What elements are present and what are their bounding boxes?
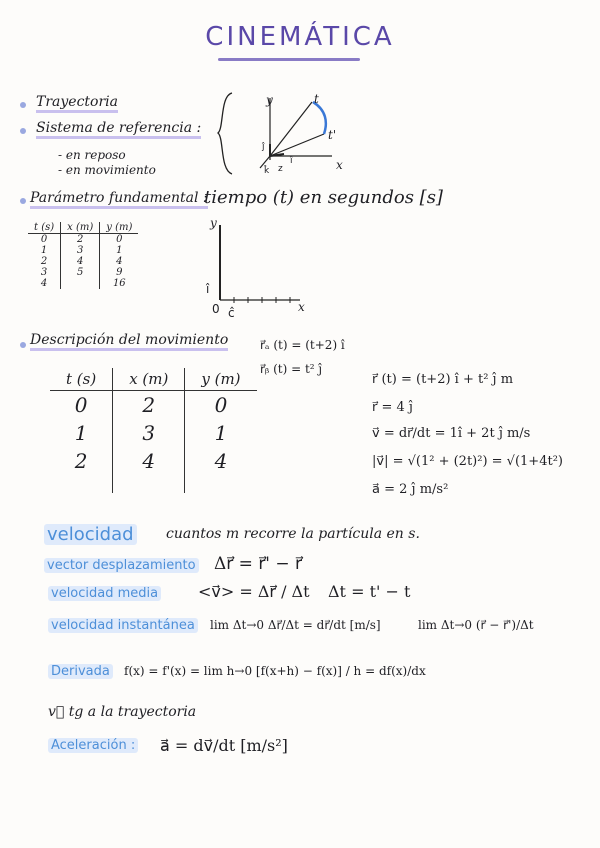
reposo-text: - en reposo [58, 148, 126, 162]
formula-r0: r⃗ = 4 ĵ [372, 400, 413, 415]
descripcion-label: Descripción del movimiento [30, 332, 228, 351]
cell-x: 3 [113, 419, 185, 447]
graph-origin: 0 [212, 302, 220, 316]
cell-t: 2 [50, 447, 113, 493]
row-label-desplazamiento: vector desplazamiento [44, 558, 199, 573]
tangente-text: v⃗ tg a la trayectoria [48, 704, 197, 720]
k-hat-label: k̂ [264, 166, 270, 176]
small-table [28, 222, 138, 289]
header-t: t (s) [50, 368, 113, 391]
header-y: y (m) [100, 222, 139, 234]
vector-ra: r⃗ₐ (t) = (t+2) î [260, 338, 345, 352]
cell-y: 0 [116, 234, 123, 245]
header-t: t (s) [28, 222, 61, 234]
formula-instantanea: lim Δt→0 Δr⃗/Δt = dr⃗/dt [m/s] [210, 618, 381, 632]
formula-a: a⃗ = 2 ĵ m/s² [372, 482, 449, 497]
graph-y-label: y [210, 216, 217, 230]
formula-vmod: |v⃗| = √(1² + (2t)²) = √(1+4t²) [372, 454, 563, 469]
graph-c-hat: ĉ [228, 306, 235, 320]
bullet-sistema: Sistema de referencia : [36, 120, 201, 139]
velocidad-label: velocidad [44, 524, 137, 545]
row-label-aceleracion: Aceleración : [48, 738, 138, 753]
cell-x: 4 [61, 256, 100, 267]
formula-delta-t: Δt = t' − t [328, 582, 411, 601]
cell-y: 1 [214, 421, 228, 445]
z-label: z [278, 164, 283, 174]
i-hat-label: î [290, 156, 293, 166]
bullet-dot [20, 102, 26, 108]
header-x: x (m) [113, 368, 185, 391]
formula-derivada: f(x) = f'(x) = lim h→0 [f(x+h) − f(x)] / h = df(x)/dx [124, 664, 426, 678]
t-label: t [314, 92, 319, 106]
formula-desplazamiento: Δr⃗ = r⃗' − r⃗ [214, 554, 303, 574]
cell-x: 4 [113, 447, 185, 493]
j-hat-label: ĵ [262, 142, 265, 152]
cell-y: 4 [116, 256, 123, 267]
graph-i-hat: î [206, 282, 210, 296]
cell-x: 2 [113, 391, 185, 420]
cell-t: 4 [28, 278, 61, 289]
cell-t: 2 [28, 256, 61, 267]
cell-t: 1 [50, 419, 113, 447]
cell-y: 1 [116, 245, 123, 256]
row-label-derivada: Derivada [48, 664, 113, 679]
graph-x-label: x [298, 300, 305, 314]
movimiento-text: - en movimiento [58, 163, 156, 177]
axis-x-label: x [336, 158, 343, 172]
parametro-value: tiempo (t) en segundos [s] [204, 187, 443, 208]
cell-x: 3 [61, 245, 100, 256]
bullet-dot [20, 342, 26, 348]
title-underline [218, 58, 360, 61]
big-table [50, 368, 257, 493]
t-prime-label: t' [328, 128, 337, 142]
cell-t: 3 [28, 267, 61, 278]
formula-media: <v⃗> = Δr⃗ / Δt [198, 582, 310, 601]
cell-t: 1 [28, 245, 61, 256]
bullet-trayectoria: Trayectoria [36, 94, 118, 113]
row-label-media: velocidad media [48, 586, 161, 601]
cell-y: 0 [214, 393, 228, 417]
bullet-dot [20, 128, 26, 134]
axis-y-label: y [266, 93, 273, 107]
cell-x: 2 [61, 234, 100, 246]
header-y: y (m) [185, 368, 257, 391]
page-title: CINEMÁTICA [205, 22, 395, 52]
cell-x: 5 [61, 267, 100, 278]
bullet-dot [20, 198, 26, 204]
cell-y: 16 [112, 278, 126, 289]
parametro-label: Parámetro fundamental : [30, 190, 208, 209]
formula-v: v⃗ = dr⃗/dt = 1î + 2t ĵ m/s [372, 426, 531, 441]
cell-t: 0 [28, 234, 61, 246]
cell-t: 0 [50, 391, 113, 420]
formula-r: r⃗ (t) = (t+2) î + t² ĵ m [372, 372, 514, 387]
cell-y: 9 [116, 267, 123, 278]
row-label-instantanea: velocidad instantánea [48, 618, 198, 633]
velocidad-desc: cuantos m recorre la partícula en s. [166, 526, 420, 542]
cell-y: 4 [214, 449, 228, 473]
position-graph [190, 215, 310, 315]
vector-rb: r⃗ᵦ (t) = t² ĵ [260, 362, 323, 376]
formula-instantanea-limit: lim Δt→0 (r⃗ − r⃗')/Δt [418, 618, 534, 632]
header-x: x (m) [61, 222, 100, 234]
formula-aceleracion: a⃗ = dv⃗/dt [m/s²] [160, 736, 288, 755]
velocidad-heading [44, 524, 137, 545]
